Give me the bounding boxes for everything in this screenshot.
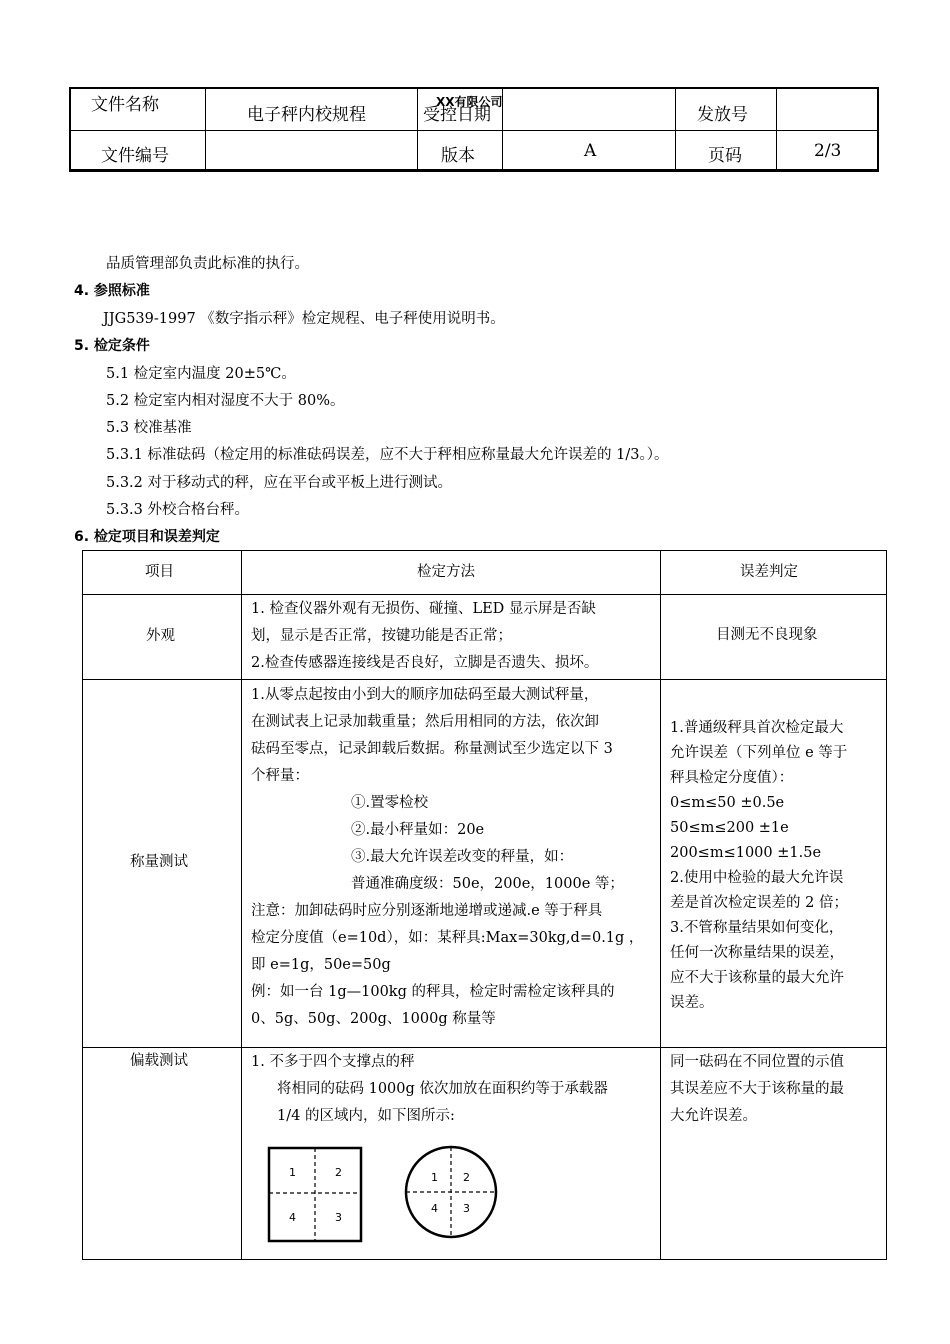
page-value: 2/3 [814, 141, 842, 161]
row-judge-appearance: 目测无不良现象 [716, 627, 818, 643]
control-date-label: 受控日期 [423, 105, 491, 125]
row-item-eccentric: 偏载测试 [130, 1053, 188, 1069]
square-platform-diagram [269, 1148, 361, 1241]
load-position-diagram [267, 1145, 527, 1245]
row-judge-weighing: 1.普通级秤具首次检定最大 允许误差（下列单位 e 等于 秤具检定分度值）： 0≤m≤50 ±0.5e 50≤m≤200 ±1e 200≤m≤1000 ±1.5e 2.使用中检验的最大允许误 差是首次检定误差的 2 倍； 3.不管称量结果如何变化， 任何一次称量结果的误差， 应不大于该称量的最大允许 误差。 [670, 720, 848, 1011]
zone-label: 3 [463, 1202, 470, 1215]
inspection-table [82, 550, 887, 1260]
condition-item: 5.2 检定室内相对湿度不大于 80%。 [106, 393, 345, 409]
file-name-label: 文件名称 [91, 95, 159, 115]
intro-text: 品质管理部负责此标准的执行。 [106, 256, 309, 272]
release-no-label: 发放号 [697, 105, 748, 125]
row-method-eccentric: 1. 不多于四个支撑点的秤 将相同的砝码 1000g 依次加放在面积约等于承载器 1/4 的区域内，如下图所示: [251, 1054, 608, 1124]
row-judge-eccentric: 同一砝码在不同位置的示值 其误差应不大于该称量的最 大允许误差。 [670, 1054, 844, 1124]
row-item-appearance: 外观 [146, 628, 175, 644]
zone-label: 1 [431, 1171, 438, 1184]
row-item-weighing: 称量测试 [130, 854, 188, 870]
row-method-appearance: 1. 检查仪器外观有无损伤、碰撞、LED 显示屏是否缺 划，显示是否正常，按键功能是否正常； 2.检查传感器连接线是否良好，立脚是否遗失、损坏。 [251, 601, 599, 671]
zone-label: 2 [463, 1171, 470, 1184]
company-name: XX有限公司 [436, 95, 503, 109]
zone-label: 1 [289, 1166, 296, 1179]
version-label: 版本 [441, 146, 475, 166]
condition-item: 5.3.1 标准砝码（检定用的标准砝码误差，应不大于秤相应称量最大允许误差的 1/3。）。 [106, 447, 669, 463]
zone-label: 4 [289, 1211, 296, 1224]
zone-label: 2 [335, 1166, 342, 1179]
round-platform-diagram [406, 1147, 496, 1237]
version-value: A [584, 141, 597, 161]
condition-item: 5.3.2 对于移动式的秤，应在平台或平板上进行测试。 [106, 475, 453, 491]
condition-item: 5.3 校准基准 [106, 420, 192, 436]
row-method-weighing: 1.从零点起按由小到大的顺序加砝码至最大测试秤量， 在测试表上记录加载重量；然后用相同的方法，依次卸 砝码至零点，记录卸载后数据。称量测试至少选定以下 3 个秤量： ①.置零检校 ②.最小秤量如：20e ③.最大允许误差改变的秤量，如： 普通准确度级：50e，200e，1000e 等； 注意：加卸砝码时应分别逐渐地递增或递减.e 等于秤具 检定分度值（e=10d），如：某秤具:Max=30kg,d=0.1g ， 即 e=1g，50e=50g 例：如一台 1g—100kg 的秤具，检定时需检定该秤具的 0、5g、50g、200g、1000g 称量等 [251, 687, 644, 1027]
file-name-value: 电子秤内校规程 [247, 105, 366, 125]
condition-item: 5.3.3 外校合格台秤。 [106, 502, 250, 518]
section-6-title: 6. 检定项目和误差判定 [74, 529, 220, 545]
section-5-title: 5. 检定条件 [74, 338, 150, 354]
col-header-item: 项目 [145, 564, 174, 580]
col-header-method: 检定方法 [417, 564, 475, 580]
col-header-judge: 误差判定 [740, 564, 798, 580]
section-4-text: JJG539-1997 《数字指示秤》检定规程、电子秤使用说明书。 [103, 311, 505, 327]
section-4-title: 4. 参照标准 [74, 283, 150, 299]
page-label: 页码 [708, 146, 742, 166]
condition-item: 5.1 检定室内温度 20±5℃。 [106, 366, 296, 382]
zone-label: 4 [431, 1202, 438, 1215]
file-no-label: 文件编号 [101, 146, 169, 166]
zone-label: 3 [335, 1211, 342, 1224]
